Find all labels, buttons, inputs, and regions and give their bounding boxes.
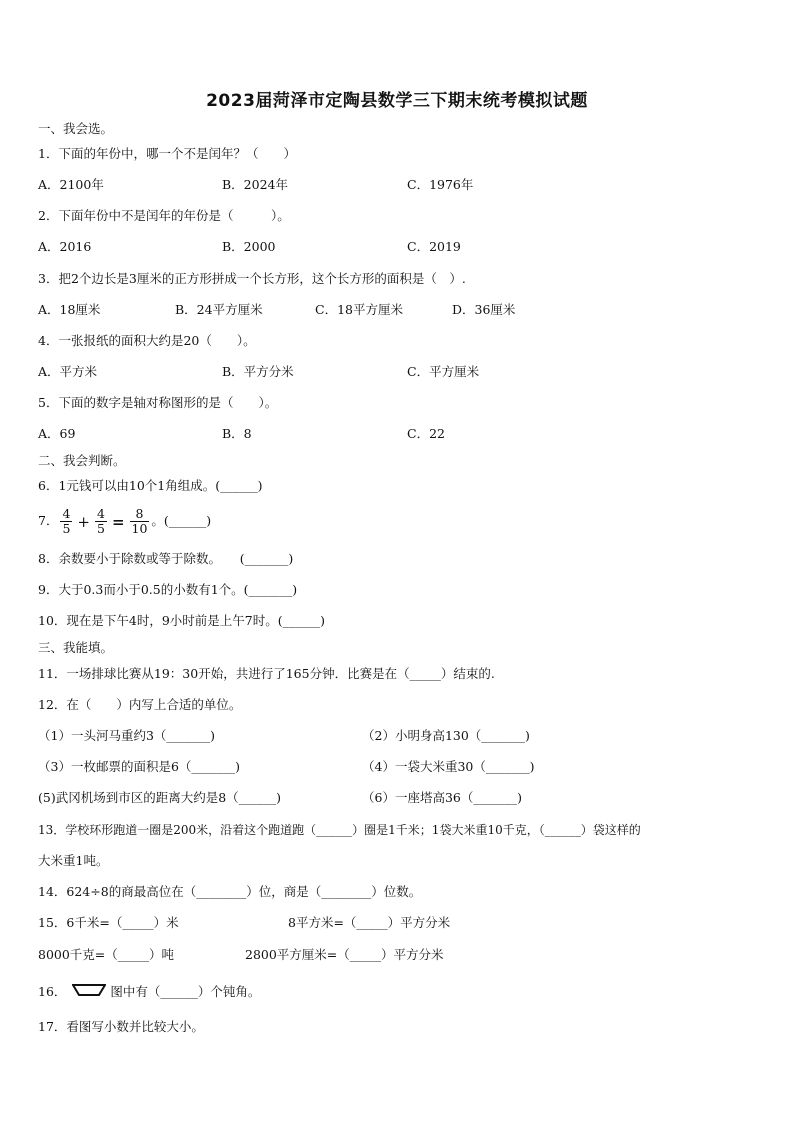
- q4-option-b: B．平方分米: [222, 364, 294, 379]
- question-7: [38, 505, 211, 538]
- question-12: 12．在（ ）内写上合适的单位。: [38, 697, 242, 712]
- question-15-b: 8平方米=（_____）平方分米: [288, 915, 451, 930]
- q2-option-b: B．2000: [222, 239, 276, 254]
- q3-option-a: A．18厘米: [38, 302, 101, 317]
- q5-option-a: A．69: [38, 426, 76, 441]
- question-13-line-1: 13．学校环形跑道一圈是200米，沿着这个跑道跑（______）圈是1千米；1袋大米重10千克，（______）袋这样的: [38, 823, 641, 837]
- q3-option-d: D．36厘米: [452, 302, 516, 317]
- q1-option-b: B．2024年: [222, 177, 288, 192]
- question-6: 6．1元钱可以由10个1角组成。(______): [38, 478, 263, 493]
- q2-option-c: C．2019: [407, 239, 461, 254]
- question-15-a: 15．6千米=（_____）米: [38, 915, 179, 930]
- q1-option-a: A．2100年: [38, 177, 104, 192]
- question-13-line-2: 大米重1吨。: [38, 853, 109, 868]
- trapezoid-icon: [72, 983, 106, 1002]
- fraction-numerator: 8: [130, 507, 150, 522]
- q4-option-c: C．平方厘米: [407, 364, 480, 379]
- q7-answer-blank: 。(______): [151, 513, 212, 528]
- q3-option-c: C．18平方厘米: [315, 302, 403, 317]
- question-8: 8．余数要小于除数或等于除数。 (_______): [38, 551, 294, 566]
- q5-option-c: C．22: [407, 426, 445, 441]
- question-16: [38, 983, 260, 1002]
- plus-sign: +: [77, 512, 90, 531]
- q12-part-4: （4）一袋大米重30（_______): [362, 759, 535, 774]
- page-title: 2023届菏泽市定陶县数学三下期末统考模拟试题: [206, 91, 588, 111]
- question-14: 14．624÷8的商最高位在（________）位，商是（________）位数。: [38, 884, 422, 899]
- question-2: 2．下面年份中不是闰年的年份是（ ）。: [38, 208, 290, 223]
- question-5: 5．下面的数字是轴对称图形的是（ ）。: [38, 395, 278, 410]
- question-3: 3．把2个边长是3厘米的正方形拼成一个长方形，这个长方形的面积是（ ）.: [38, 271, 466, 286]
- question-17: 17．看图写小数并比较大小。: [38, 1019, 204, 1034]
- equals-sign: =: [111, 512, 125, 531]
- q4-option-a: A．平方米: [38, 364, 98, 379]
- q16-text: 图中有（______）个钝角。: [110, 984, 261, 999]
- q7-fraction-2: [95, 507, 107, 536]
- q12-part-5: (5)武冈机场到市区的距离大约是8（______): [38, 790, 282, 805]
- q12-part-2: （2）小明身高130（_______): [362, 728, 530, 743]
- fraction-denominator: 5: [96, 521, 105, 536]
- section-heading-1: 一、我会选。: [38, 121, 114, 136]
- question-1: 1．下面的年份中，哪一个不是闰年？（ ）: [38, 146, 296, 161]
- q1-option-c: C．1976年: [407, 177, 474, 192]
- question-9: 9．大于0.3而小于0.5的小数有1个。(_______): [38, 582, 298, 597]
- question-10: 10．现在是下午4时，9小时前是上午7时。(______): [38, 613, 326, 628]
- section-heading-3: 三、我能填。: [38, 640, 114, 655]
- q7-fraction-1: [60, 507, 72, 536]
- question-4: 4．一张报纸的面积大约是20（ ）。: [38, 333, 256, 348]
- question-11: 11．一场排球比赛从19：30开始，共进行了165分钟．比赛是在（_____）结束的.: [38, 666, 495, 681]
- q12-part-3: （3）一枚邮票的面积是6（_______): [38, 759, 241, 774]
- q5-option-b: B．8: [222, 426, 252, 441]
- question-15-d: 2800平方厘米=（_____）平方分米: [245, 947, 444, 962]
- q16-label: 16．: [38, 984, 67, 999]
- question-15-c: 8000千克=（_____）吨: [38, 947, 175, 962]
- fraction-numerator: 4: [96, 506, 105, 521]
- q2-option-a: A．2016: [38, 239, 92, 254]
- q7-label: 7．: [38, 513, 59, 528]
- section-heading-2: 二、我会判断。: [38, 453, 126, 468]
- q12-part-6: （6）一座塔高36（_______): [362, 790, 522, 805]
- q12-part-1: （1）一头河马重约3（_______): [38, 728, 216, 743]
- fraction-denominator: 5: [62, 521, 71, 536]
- fraction-denominator: 10: [131, 521, 148, 536]
- q3-option-b: B．24平方厘米: [175, 302, 263, 317]
- q7-fraction-3: [130, 507, 150, 536]
- fraction-numerator: 4: [62, 506, 71, 521]
